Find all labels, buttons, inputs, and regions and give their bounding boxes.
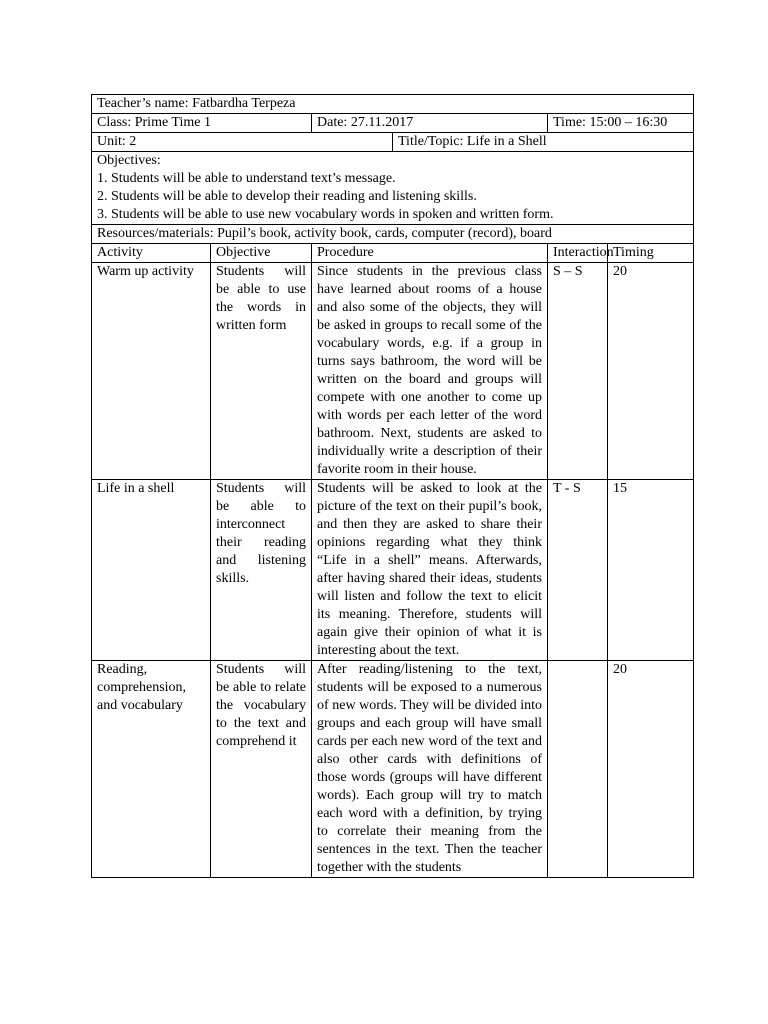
lesson-plan-table	[91, 94, 694, 878]
column-header-objective: Objective	[211, 244, 312, 263]
objective-cell: Students will be able to use the words in written form	[211, 263, 312, 480]
lesson-topic: Title/Topic: Life in a Shell	[393, 133, 694, 152]
resources-materials: Resources/materials: Pupil’s book, activity book, cards, computer (record), board	[92, 225, 694, 244]
activity-cell: Warm up activity	[92, 263, 211, 480]
activity-cell: Life in a shell	[92, 480, 211, 661]
interaction-cell	[548, 661, 608, 878]
table-row	[92, 480, 694, 661]
timing-cell: 20	[608, 661, 694, 878]
objectives-heading: Objectives:	[97, 153, 161, 168]
objective-item: 2. Students will be able to develop their reading and listening skills.	[97, 189, 477, 204]
lesson-time: Time: 15:00 – 16:30	[548, 114, 694, 133]
procedure-cell: Since students in the previous class have learned about rooms of a house and also some of the objects, they will be asked in groups to recall some of the vocabulary words, e.g. if a group in turns says bathroom, the word will be written on the board and groups will compete with one another to come up with words per each letter of the word bathroom. Next, students are asked to individually write a description of their favorite room in their house.	[312, 263, 548, 480]
lesson-plan-document	[91, 94, 693, 878]
objective-item: 1. Students will be able to understand text’s message.	[97, 171, 396, 186]
procedure-cell: Students will be asked to look at the picture of the text on their pupil’s book, and then they are asked to share their opinions regarding what they think “Life in a shell” means. Afterwards, after having shared their ideas, students will listen and follow the text to elicit its meaning. Therefore, students will again give their opinion of what it is interesting about the text.	[312, 480, 548, 661]
unit-number: Unit: 2	[92, 133, 393, 152]
timing-cell: 15	[608, 480, 694, 661]
interaction-cell: S – S	[548, 263, 608, 480]
table-row	[92, 263, 694, 480]
timing-cell: 20	[608, 263, 694, 480]
column-header-procedure: Procedure	[312, 244, 548, 263]
table-row	[92, 661, 694, 878]
lesson-date: Date: 27.11.2017	[312, 114, 548, 133]
procedure-cell: After reading/listening to the text, students will be exposed to a numerous of new words. They will be divided into groups and each group will have small cards per each new word of the text and also other cards with definitions of those words (groups will have different words). Each group will try to match each word with a definition, by trying to correlate their meaning from the sentences in the text. Then the teacher together with the students	[312, 661, 548, 878]
class-name: Class: Prime Time 1	[92, 114, 312, 133]
column-header-activity: Activity	[92, 244, 211, 263]
objective-item: 3. Students will be able to use new vocabulary words in spoken and written form.	[97, 207, 554, 222]
teacher-name: Teacher’s name: Fatbardha Terpeza	[92, 95, 694, 114]
objectives-section	[92, 152, 694, 225]
objective-cell: Students will be able to relate the vocabulary to the text and comprehend it	[211, 661, 312, 878]
column-header-interaction: Interaction	[548, 244, 608, 263]
column-header-timing: Timing	[608, 244, 694, 263]
interaction-cell: T - S	[548, 480, 608, 661]
objective-cell: Students will be able to interconnect their reading and listening skills.	[211, 480, 312, 661]
activity-cell: Reading, comprehension, and vocabulary	[92, 661, 211, 878]
